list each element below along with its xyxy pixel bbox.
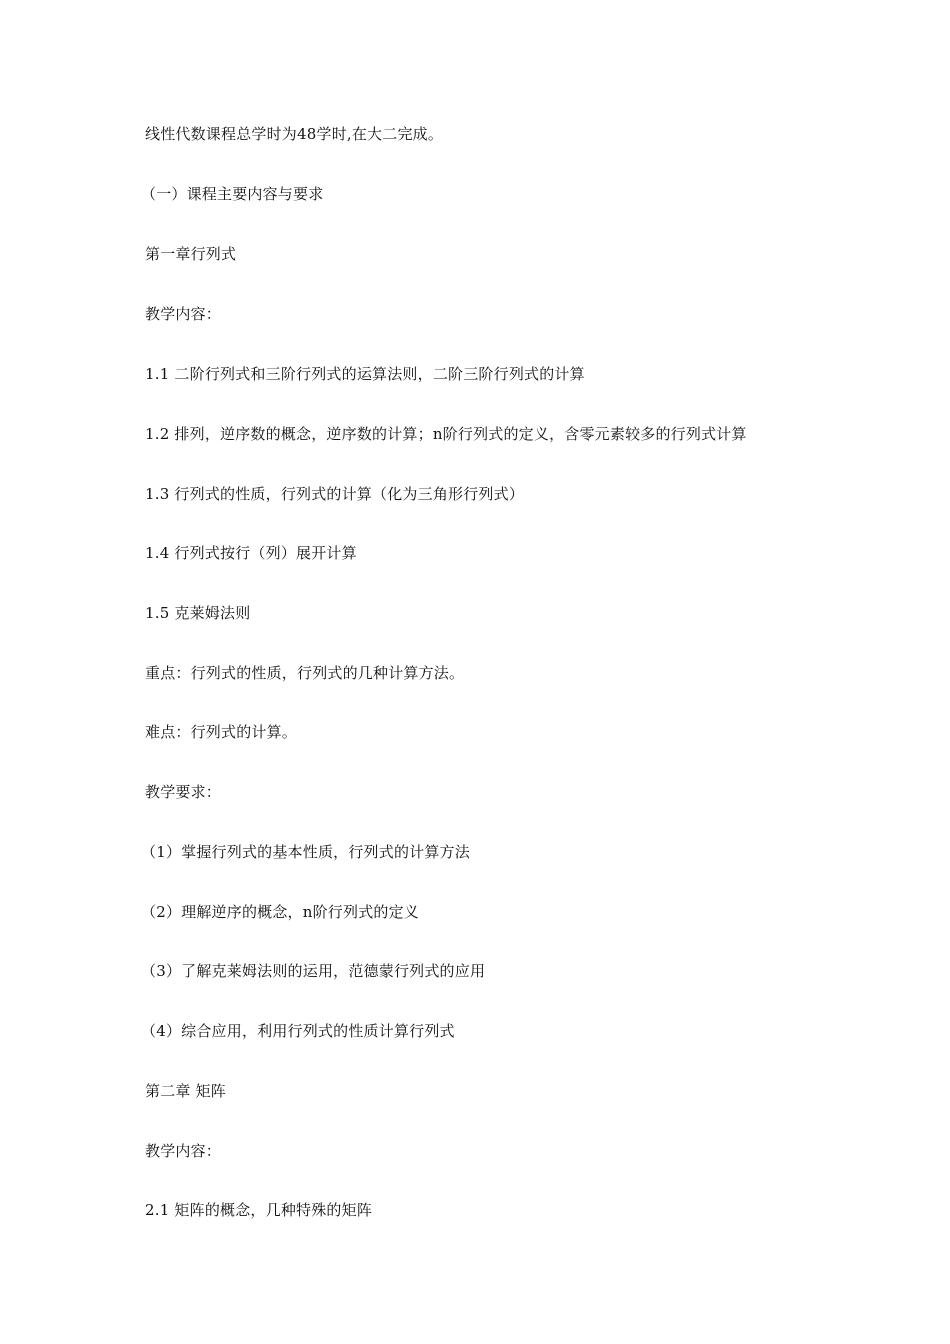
requirement-item-4: （4）综合应用，利用行列式的性质计算行列式: [141, 1022, 455, 1040]
difficult-points-text: 难点：行列式的计算。: [145, 723, 298, 741]
teaching-content-label-2: 教学内容：: [145, 1142, 222, 1160]
content-item-1-4: 1.4 行列式按行（列）展开计算: [145, 544, 357, 562]
requirement-item-3: （3）了解克莱姆法则的运用，范德蒙行列式的应用: [141, 962, 486, 980]
content-item-1-5: 1.5 克莱姆法则: [145, 604, 251, 622]
requirement-item-2: （2）理解逆序的概念，n阶行列式的定义: [141, 903, 420, 921]
chapter-1-heading: 第一章行列式: [145, 245, 237, 263]
teaching-content-label: 教学内容：: [145, 305, 222, 323]
content-item-1-3: 1.3 行列式的性质，行列式的计算（化为三角形行列式）: [145, 485, 525, 503]
course-hours-text: 线性代数课程总学时为48学时,在大二完成。: [145, 125, 444, 143]
section-heading: （一）课程主要内容与要求: [141, 185, 324, 203]
requirement-item-1: （1）掌握行列式的基本性质，行列式的计算方法: [141, 843, 470, 861]
teaching-requirements-label: 教学要求：: [145, 783, 222, 801]
content-item-2-1: 2.1 矩阵的概念，几种特殊的矩阵: [145, 1201, 373, 1219]
chapter-2-heading: 第二章 矩阵: [145, 1082, 226, 1100]
content-item-1-2: 1.2 排列，逆序数的概念，逆序数的计算；n阶行列式的定义，含零元素较多的行列式计算: [145, 425, 747, 443]
content-item-1-1: 1.1 二阶行列式和三阶行列式的运算法则，二阶三阶行列式的计算: [145, 365, 585, 383]
key-points-text: 重点：行列式的性质，行列式的几种计算方法。: [145, 664, 465, 682]
